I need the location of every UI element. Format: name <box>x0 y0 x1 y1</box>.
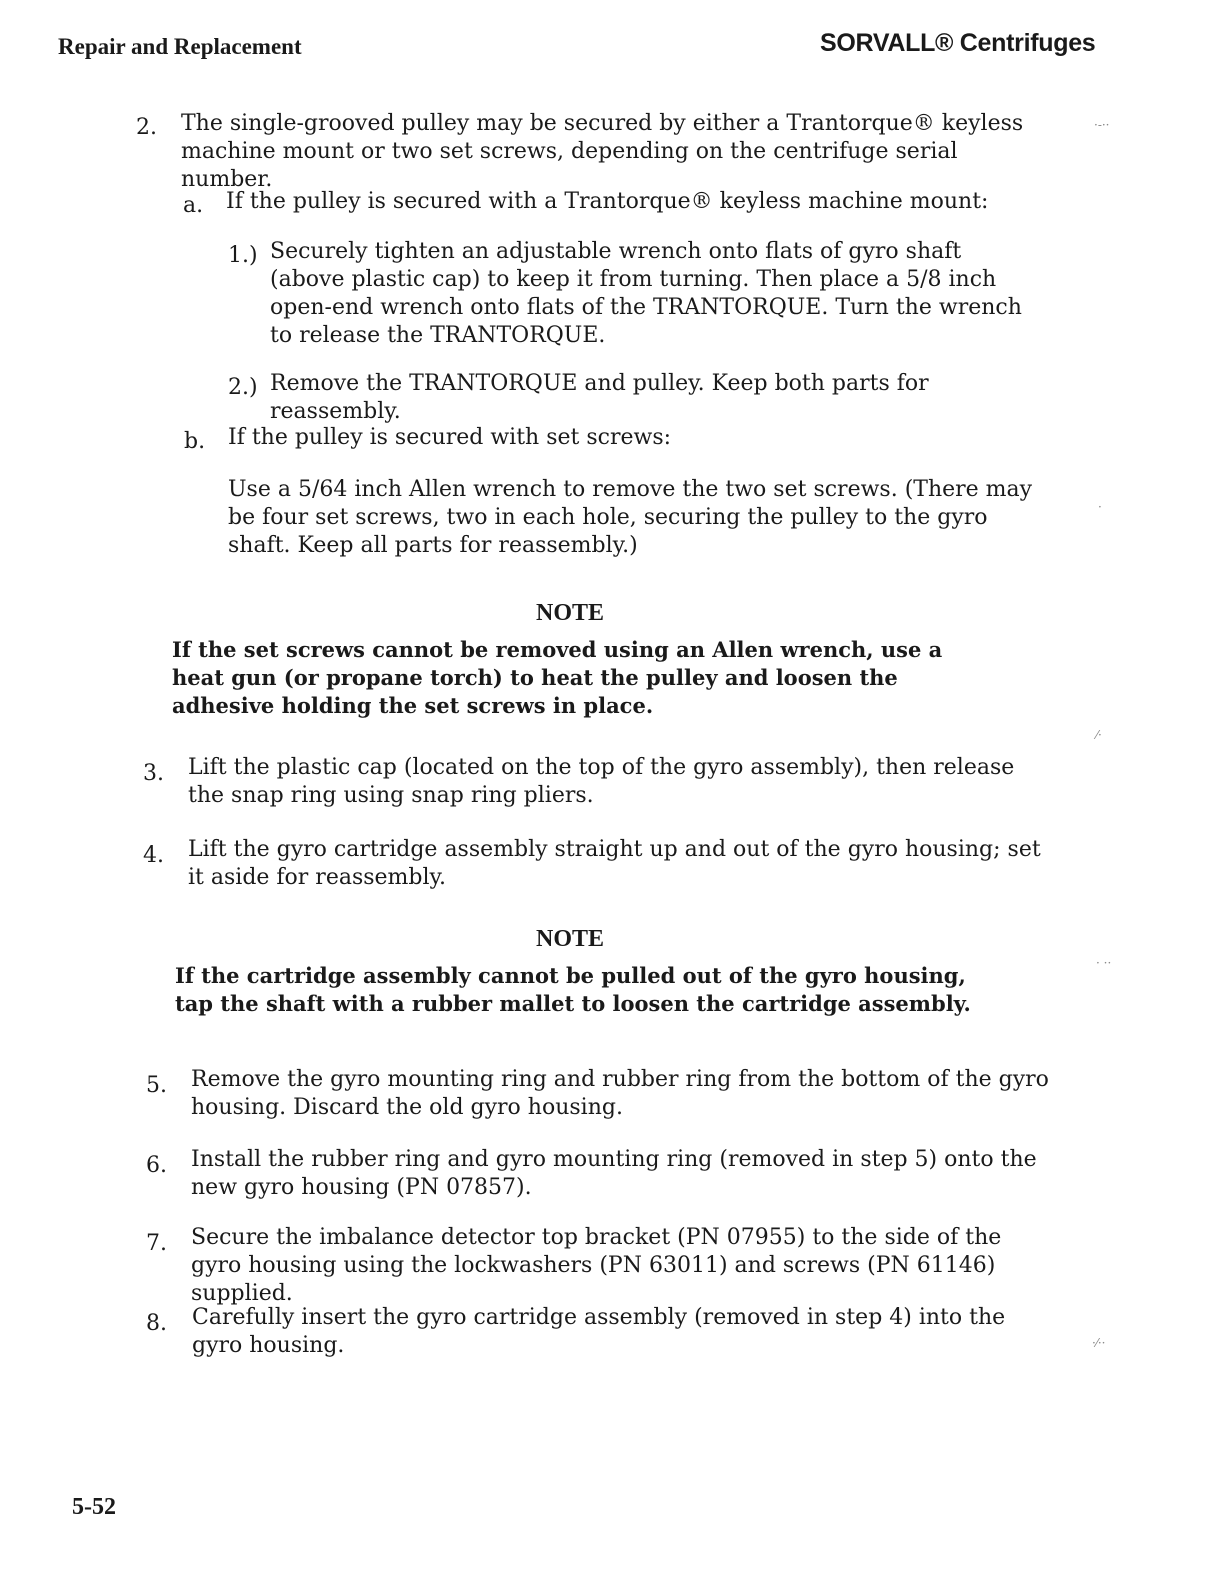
scan-speck: · ·· <box>1096 956 1112 970</box>
page-number: 5-52 <box>72 1494 116 1520</box>
step-2a1-text: Securely tighten an adjustable wrench onto flats of gyro shaft (above plastic cap) to keep it from turning. Then place a 5/8 inch open-end wrench onto flats of the TRANTORQUE. Turn the wrench to release the TRANTORQUE. <box>270 239 1022 348</box>
step-5-number: 5. <box>146 1073 167 1098</box>
note-2-title: NOTE <box>535 926 604 952</box>
step-6-text: Install the rubber ring and gyro mounting ring (removed in step 5) onto the new gyro housing (PN 07857). <box>191 1147 1037 1200</box>
step-2b-number: b. <box>184 429 206 454</box>
product-header: SORVALL® Centrifuges <box>820 29 1096 57</box>
step-2a1-number: 1.) <box>228 243 258 268</box>
step-2a-number: a. <box>183 193 204 218</box>
step-3-text: Lift the plastic cap (located on the top of the gyro assembly), then release the snap ring using snap ring pliers. <box>188 755 1015 808</box>
scan-speck: · <box>1098 500 1102 514</box>
step-2b-text: If the pulley is secured with set screws: <box>228 425 672 450</box>
step-2a2-text: Remove the TRANTORQUE and pulley. Keep both parts for reassembly. <box>270 371 929 424</box>
step-6-number: 6. <box>146 1153 167 1178</box>
step-4-text: Lift the gyro cartridge assembly straight up and out of the gyro housing; set it aside for reassembly. <box>188 837 1041 890</box>
note-1-text: If the set screws cannot be removed using an Allen wrench, use a heat gun (or propane torch) to heat the pulley and loosen the adhesive holding the set screws in place. <box>172 637 943 718</box>
step-7-number: 7. <box>146 1231 167 1256</box>
step-2a2-number: 2.) <box>228 375 258 400</box>
step-2a-text: If the pulley is secured with a Trantorque® keyless machine mount: <box>226 189 989 214</box>
step-5-text: Remove the gyro mounting ring and rubber ring from the bottom of the gyro housing. Discard the old gyro housing. <box>191 1067 1049 1120</box>
step-7-text: Secure the imbalance detector top bracket (PN 07955) to the side of the gyro housing using the lockwashers (PN 63011) and screws (PN 61146) supplied. <box>191 1225 1002 1306</box>
scan-speck: ⁄· <box>1096 728 1102 742</box>
note-1-title: NOTE <box>535 600 604 626</box>
step-3-number: 3. <box>143 761 164 786</box>
step-8-number: 8. <box>146 1311 167 1336</box>
note-2-text: If the cartridge assembly cannot be pulled out of the gyro housing, tap the shaft with a rubber mallet to loosen the cartridge assembly. <box>175 963 971 1016</box>
scan-speck: ·⁄·· <box>1092 1336 1106 1350</box>
scan-speck: ·-·· <box>1094 118 1110 132</box>
step-4-number: 4. <box>143 843 164 868</box>
section-header: Repair and Replacement <box>58 34 302 59</box>
step-2b-instructions: Use a 5/64 inch Allen wrench to remove the two set screws. (There may be four set screws, two in each hole, securing the pulley to the gyro shaft. Keep all parts for reassembly.) <box>228 477 1033 558</box>
step-2-number: 2. <box>136 115 157 140</box>
step-2-text: The single-grooved pulley may be secured by either a Trantorque® keyless machine mount or two set screws, depending on the centrifuge serial number. <box>181 111 1024 192</box>
step-8-text: Carefully insert the gyro cartridge assembly (removed in step 4) into the gyro housing. <box>192 1305 1006 1358</box>
